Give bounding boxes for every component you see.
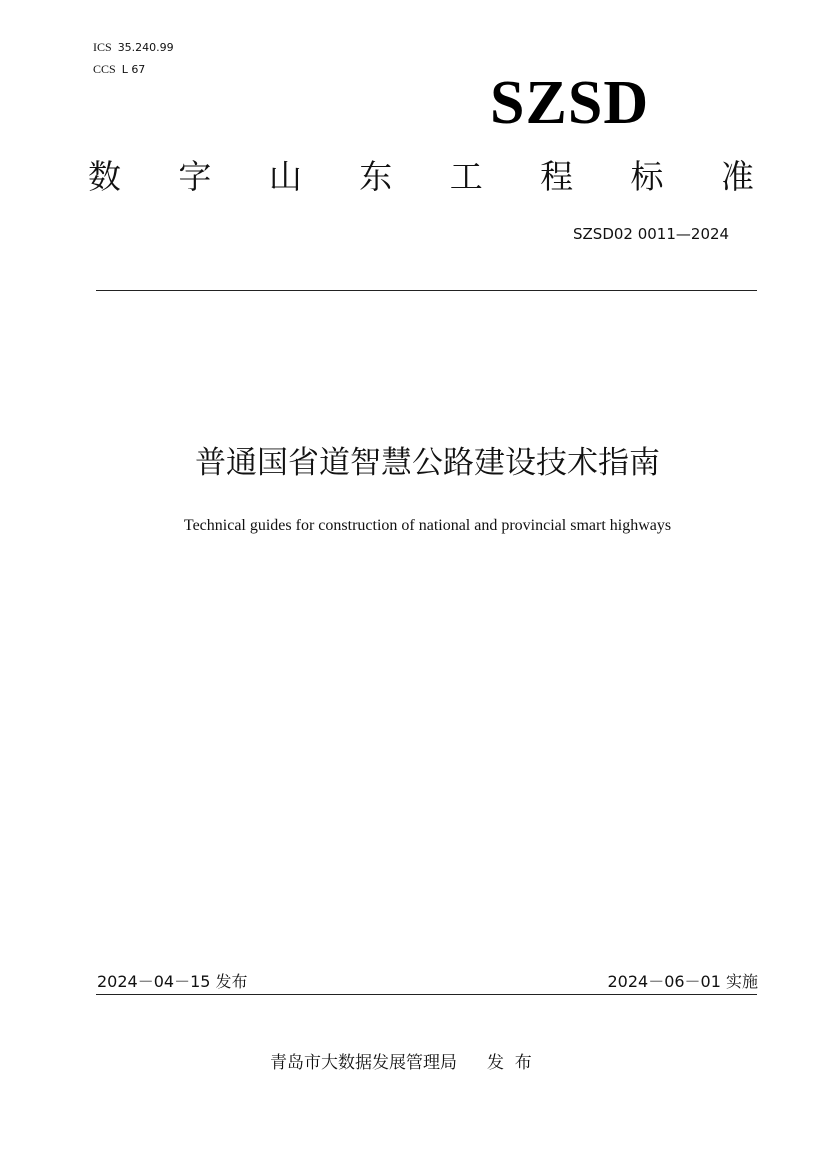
document-title-english: Technical guides for construction of national and provincial smart highways	[183, 517, 672, 534]
issue-date: 2024－04－15 发布	[97, 972, 248, 991]
category-char: 工	[449, 157, 483, 196]
category-char: 标	[630, 157, 664, 196]
publisher-line	[270, 1052, 532, 1074]
implementation-date: 2024－06－01 实施	[607, 972, 758, 991]
standard-number: SZSD02 0011—2024	[573, 225, 730, 243]
ccs-label: CCS	[93, 62, 116, 76]
ccs-code	[93, 62, 145, 77]
publisher-name: 青岛市大数据发展管理局	[270, 1053, 457, 1073]
footer-divider	[96, 994, 757, 995]
category-char: 山	[268, 157, 302, 196]
ics-code	[93, 40, 174, 55]
document-title-chinese: 普通国省道智慧公路建设技术指南	[195, 445, 660, 481]
ccs-value: L 67	[121, 63, 146, 76]
category-char: 字	[178, 157, 212, 196]
ics-value: 35.240.99	[117, 41, 174, 54]
header-divider	[96, 290, 757, 291]
standard-category-title	[88, 156, 754, 198]
szsd-logo: SZSD	[490, 69, 650, 137]
category-char: 东	[359, 157, 393, 196]
publish-action: 发 布	[487, 1053, 532, 1073]
category-char: 准	[720, 157, 754, 196]
category-char: 数	[88, 157, 121, 196]
ics-label: ICS	[93, 40, 112, 54]
category-char: 程	[540, 157, 574, 196]
